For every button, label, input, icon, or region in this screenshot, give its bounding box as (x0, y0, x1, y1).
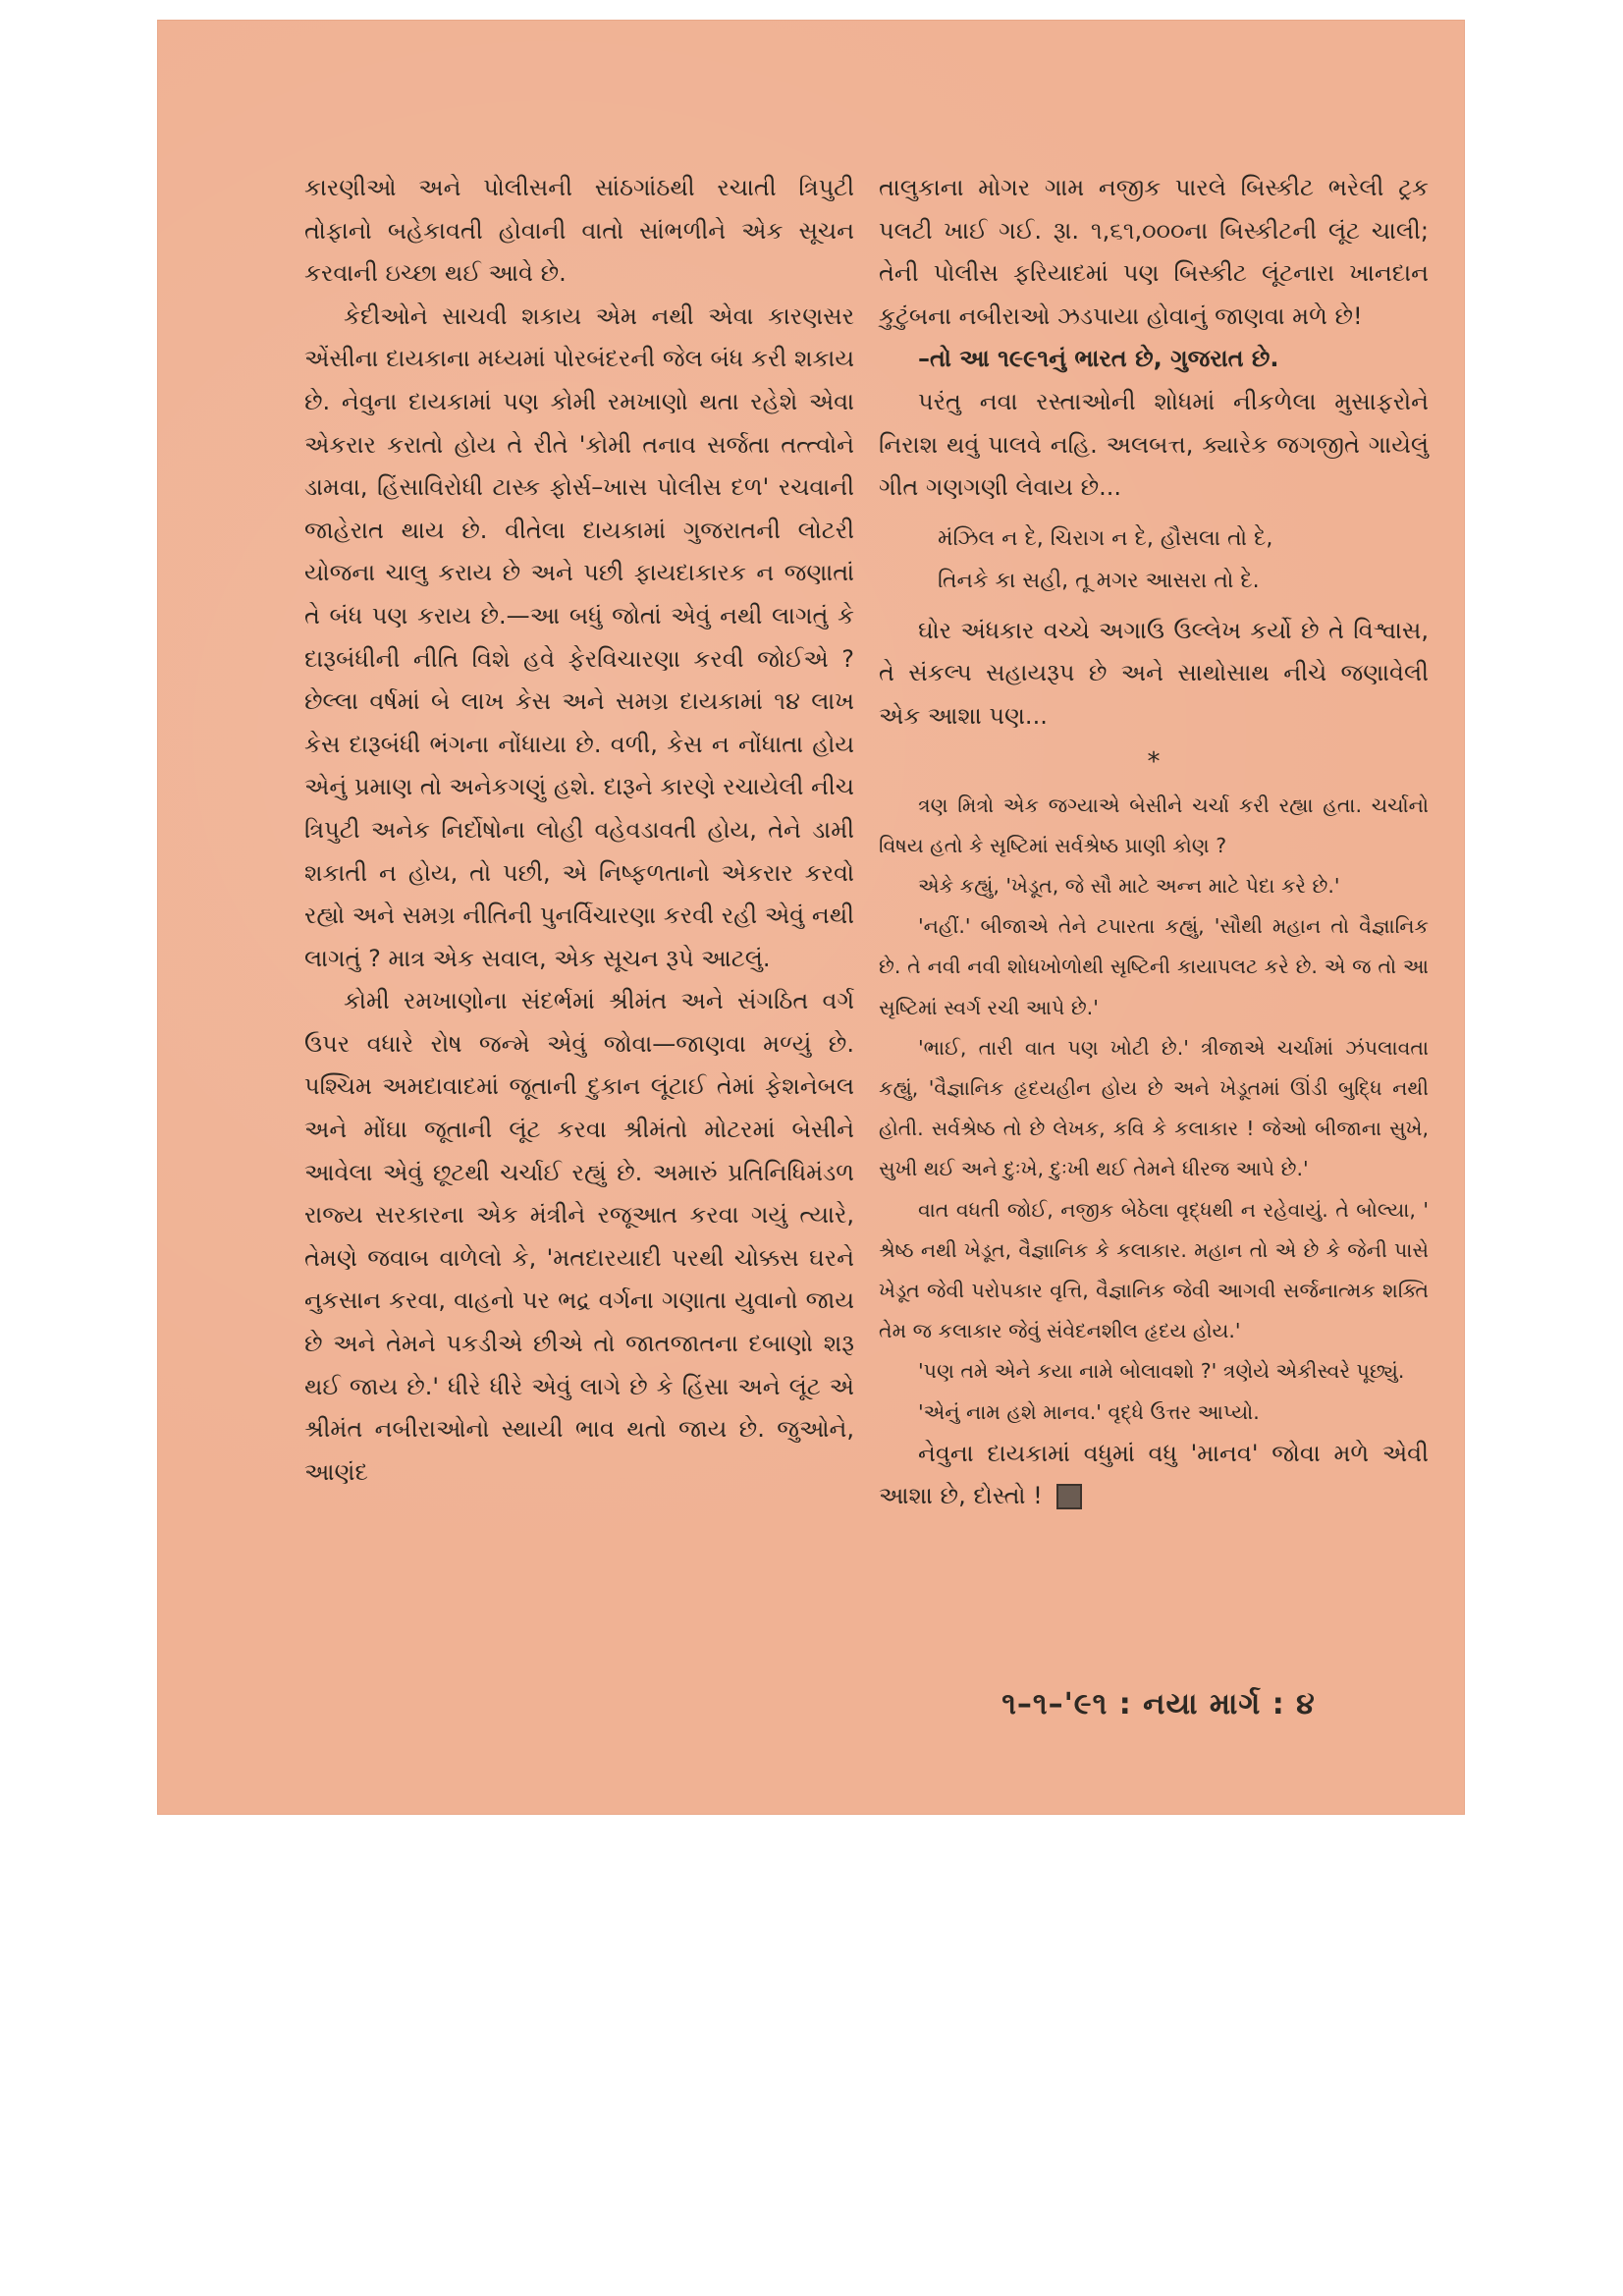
verse-line: તિનકે કા સહી, તૂ મગર આસરા તો દે. (938, 568, 1260, 593)
story-block (879, 786, 1429, 1433)
left-column (304, 167, 854, 1494)
right-column (879, 167, 1429, 1518)
story-paragraph: 'એનું નામ હશે માનવ.' વૃદ્ધે ઉત્તર આપ્યો. (918, 1399, 1260, 1424)
paragraph: તાલુકાના મોગર ગામ નજીક પારલે બિસ્કીટ ભરેલી ટ્રક પલટી ખાઈ ગઈ. રૂા. ૧,૬૧,૦૦૦ના બિસ્કીટની લૂંટ ચાલી; તેની પોલીસ ફરિયાદમાં પણ બિસ્કીટ લૂંટનારા ખાનદાન કુટુંબના નબીરાઓ ઝડપાયા હોવાનું જાણવા મળે છે! (879, 174, 1429, 330)
page-footer: ૧–૧–'૯૧ : નયા માર્ગ : ૪ (1001, 1687, 1316, 1722)
closing-paragraph (879, 1433, 1429, 1518)
paragraph: કેદીઓને સાચવી શકાય એમ નથી એવા કારણસર એંસીના દાયકાના મધ્યમાં પોરબંદરની જેલ બંધ કરી શકાય છે. નેવુના દાયકામાં પણ કોમી રમખાણો થતા રહેશે એવા એકરાર કરાતો હોય તે રીતે 'કોમી તનાવ સર્જતા તત્ત્વોને ડામવા, હિંસાવિરોધી ટાસ્ક ફોર્સ–ખાસ પોલીસ દળ' રચવાની જાહેરાત થાય છે. વીતેલા દાયકામાં ગુજરાતની લોટરી યોજના ચાલુ કરાય છે અને પછી ફાયદાકારક ન જણાતાં તે બંધ પણ કરાય છે.—આ બધું જોતાં એવું નથી લાગતું કે દારૂબંધીની નીતિ વિશે હવે ફેરવિચારણા કરવી જોઈએ ? છેલ્લા વર્ષમાં બે લાખ કેસ અને સમગ્ર દાયકામાં ૧૪ લાખ કેસ દારૂબંધી ભંગના નોંધાયા છે. વળી, કેસ ન નોંધાતા હોય એનું પ્રમાણ તો અનેકગણું હશે. દારૂને કારણે રચાયેલી નીચ ત્રિપુટી અનેક નિર્દોષોના લોહી વહેવડાવતી હોય, તેને ડામી શકાતી ન હોય, તો પછી, એ નિષ્ફળતાનો એકરાર કરવો રહ્યો અને સમગ્ર નીતિની પુનર્વિચારણા કરવી રહી એવું નથી લાગતું ? માત્ર એક સવાલ, એક સૂચન રૂપે આટલું. (304, 301, 854, 972)
story-paragraph: વાત વધતી જોઈ, નજીક બેઠેલા વૃદ્ધથી ન રહેવાયું. તે બોલ્યા, ' શ્રેષ્ઠ નથી ખેડૂત, વૈજ્ઞાનિક કે કલાકાર. મહાન તો એ છે કે જેની પાસે ખેડૂત જેવી પરોપકાર વૃત્તિ, વૈજ્ઞાનિક જેવી આગવી સર્જનાત્મક શક્તિ તેમ જ કલાકાર જેવું સંવેદનશીલ હૃદય હોય.' (879, 1197, 1429, 1343)
story-paragraph: 'નહીં.' બીજાએ તેને ટપારતા કહ્યું, 'સૌથી મહાન તો વૈજ્ઞાનિક છે. તે નવી નવી શોધખોળોથી સૃષ્ટિની કાયાપલટ કરે છે. એ જ તો આ સૃષ્ટિમાં સ્વર્ગ રચી આપે છે.' (879, 914, 1429, 1019)
story-paragraph: 'ભાઈ, તારી વાત પણ ખોટી છે.' ત્રીજાએ ચર્ચામાં ઝંપલાવતા કહ્યું, 'વૈજ્ઞાનિક હૃદયહીન હોય છે અને ખેડૂતમાં ઊંડી બુદ્ધિ નથી હોતી. સર્વશ્રેષ્ઠ તો છે લેખક, કવિ કે કલાકાર ! જેઓ બીજાના સુખે, સુખી થઈ અને દુઃખે, દુઃખી થઈ તેમને ધીરજ આપે છે.' (879, 1035, 1429, 1181)
paragraph: કારણીઓ અને પોલીસની સાંઠગાંઠથી રચાતી ત્રિપુટી તોફાનો બહેકાવતી હોવાની વાતો સાંભળીને એક સૂચન કરવાની ઇચ્છા થઈ આવે છે. (304, 174, 854, 288)
section-divider-star: * (1147, 746, 1161, 777)
paragraph: –તો આ ૧૯૯૧નું ભારત છે, ગુજરાત છે. (918, 345, 1279, 373)
verse-line: મંઝિલ ન દે, ચિરાગ ન દે, હૌસલા તો દે, (938, 525, 1273, 551)
end-mark-icon (1056, 1484, 1082, 1509)
magazine-page (157, 20, 1465, 1815)
verse-quote (938, 518, 1429, 602)
story-paragraph: ત્રણ મિત્રો એક જગ્યાએ બેસીને ચર્ચા કરી રહ્યા હતા. ચર્ચાનો વિષય હતો કે સૃષ્ટિમાં સર્વશ્રેષ્ઠ પ્રાણી કોણ ? (879, 793, 1429, 857)
paragraph: પરંતુ નવા રસ્તાઓની શોધમાં નીકળેલા મુસાફરોને નિરાશ થવું પાલવે નહિ. અલબત્ત, ક્યારેક જગજીતે ગાયેલું ગીત ગણગણી લેવાય છે... (879, 387, 1429, 502)
paragraph: ઘોર અંધકાર વચ્ચે અગાઉ ઉલ્લેખ કર્યો છે તે વિશ્વાસ, તે સંકલ્પ સહાયરૂપ છે અને સાથોસાથ નીચે જણાવેલી એક આશા પણ... (879, 616, 1429, 730)
story-paragraph: એકે કહ્યું, 'ખેડૂત, જે સૌ માટે અન્ન માટે પેદા કરે છે.' (918, 873, 1340, 898)
paragraph: કોમી રમખાણોના સંદર્ભમાં શ્રીમંત અને સંગઠિત વર્ગ ઉપર વધારે રોષ જન્મે એવું જોવા—જાણવા મળ્યું છે. પશ્ચિમ અમદાવાદમાં જૂતાની દુકાન લૂંટાઈ તેમાં ફેશનેબલ અને મોંઘા જૂતાની લૂંટ કરવા શ્રીમંતો મોટરમાં બેસીને આવેલા એવું છૂટથી ચર્ચાઈ રહ્યું છે. અમારું પ્રતિનિધિમંડળ રાજ્ય સરકારના એક મંત્રીને રજૂઆત કરવા ગયું ત્યારે, તેમણે જવાબ વાળેલો કે, 'મતદારયાદી પરથી ચોક્કસ ઘરને નુકસાન કરવા, વાહનો પર ભદ્ર વર્ગના ગણાતા યુવાનો જાય છે અને તેમને પકડીએ છીએ તો જાતજાતના દબાણો શરૂ થઈ જાય છે.' ધીરે ધીરે એવું લાગે છે કે હિંસા અને લૂંટ એ શ્રીમંત નબીરાઓનો સ્થાયી ભાવ થતો જાય છે. જુઓને, આણંદ (304, 987, 854, 1486)
story-paragraph: 'પણ તમે એને કયા નામે બોલાવશો ?' ત્રણેયે એકીસ્વરે પૂછ્યું. (918, 1359, 1405, 1384)
closing-text: નેવુના દાયકામાં વધુમાં વધુ 'માનવ' જોવા મળે એવી આશા છે, દોસ્તો ! (879, 1439, 1429, 1510)
